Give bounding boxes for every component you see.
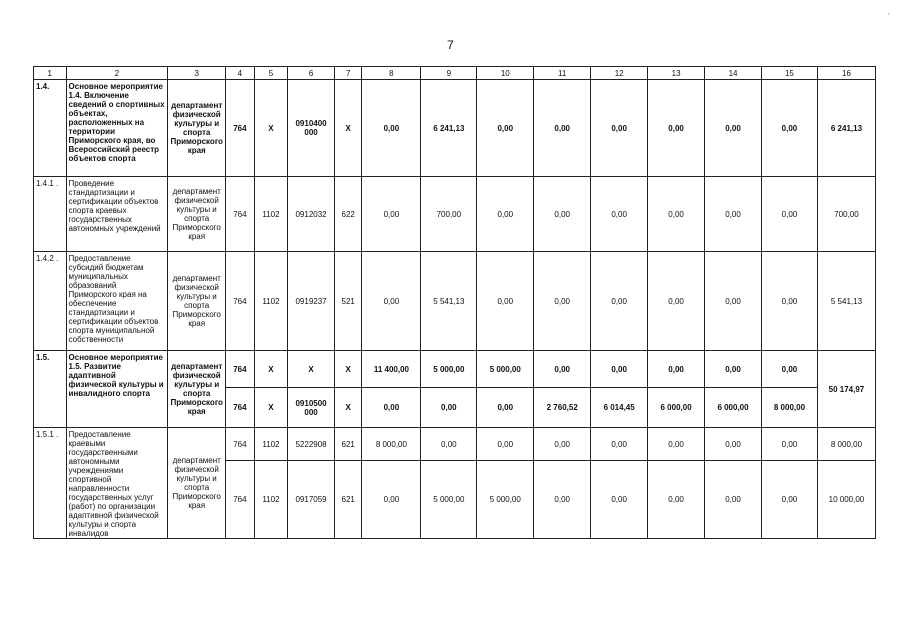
- cell-c14: 0,00: [705, 177, 762, 252]
- cell-c9: 700,00: [421, 177, 477, 252]
- cell-c10: 5 000,00: [477, 351, 534, 388]
- cell-c7: X: [334, 388, 361, 428]
- row-name: Проведение стандартизации и сертификации объектов спорта краевых государственных автономных учреждений: [66, 177, 168, 252]
- header-cell: 11: [534, 67, 591, 80]
- cell-c15: 0,00: [761, 177, 817, 252]
- cell-c5: X: [254, 388, 288, 428]
- row-number: 1.5.: [34, 351, 67, 428]
- cell-c4: 764: [226, 461, 254, 539]
- cell-c10: 0,00: [477, 388, 534, 428]
- cell-c9: 5 541,13: [421, 252, 477, 351]
- row-name: Основное мероприятие 1.5. Развитие адаптивной физической культуры и инвалидного спорта: [66, 351, 168, 428]
- header-cell: 2: [66, 67, 168, 80]
- cell-c6: 0910400 000: [288, 80, 335, 177]
- cell-c5: 1102: [254, 252, 288, 351]
- budget-table: [33, 66, 876, 539]
- corner-mark: ': [888, 12, 890, 21]
- cell-c14: 0,00: [705, 461, 762, 539]
- cell-c15: 0,00: [761, 351, 817, 388]
- header-cell: 5: [254, 67, 288, 80]
- cell-c12: 0,00: [591, 428, 648, 461]
- cell-c16: 700,00: [817, 177, 875, 252]
- cell-c5: 1102: [254, 177, 288, 252]
- cell-c10: 5 000,00: [477, 461, 534, 539]
- cell-c8: 0,00: [362, 461, 421, 539]
- cell-c4: 764: [226, 388, 254, 428]
- cell-c6: 0917059: [288, 461, 335, 539]
- cell-c6: 0919237: [288, 252, 335, 351]
- cell-c15: 0,00: [761, 252, 817, 351]
- cell-c4: 764: [226, 80, 254, 177]
- cell-c16: 10 000,00: [817, 461, 875, 539]
- row-name: Предоставление субсидий бюджетам муниципальных образований Приморского края на обеспечение стандартизации и сертификации объектов спорта муниципальной собственности: [66, 252, 168, 351]
- row-name: Основное мероприятие 1.4. Включение сведений о спортивных объектах, расположенных на территории Приморского края, во Всероссийский реестр объектов спорта: [66, 80, 168, 177]
- cell-c6: X: [288, 351, 335, 388]
- cell-c12: 0,00: [591, 80, 648, 177]
- cell-c9: 0,00: [421, 428, 477, 461]
- cell-c6: 0912032: [288, 177, 335, 252]
- cell-c5: 1102: [254, 428, 288, 461]
- row-number: 1.4.2 .: [34, 252, 67, 351]
- cell-c9: 6 241,13: [421, 80, 477, 177]
- header-cell: 3: [168, 67, 226, 80]
- cell-c10: 0,00: [477, 428, 534, 461]
- cell-c11: 0,00: [534, 428, 591, 461]
- cell-c5: 1102: [254, 461, 288, 539]
- cell-c14: 6 000,00: [705, 388, 762, 428]
- cell-c9: 0,00: [421, 388, 477, 428]
- cell-c4: 764: [226, 428, 254, 461]
- cell-c14: 0,00: [705, 351, 762, 388]
- cell-c11: 0,00: [534, 461, 591, 539]
- cell-c13: 6 000,00: [648, 388, 705, 428]
- cell-c16: 50 174,97: [817, 351, 875, 428]
- cell-c14: 0,00: [705, 252, 762, 351]
- table-row: [34, 428, 876, 461]
- cell-c12: 0,00: [591, 177, 648, 252]
- row-department: департамент физической культуры и спорта Приморского края: [168, 428, 226, 539]
- header-cell: 16: [817, 67, 875, 80]
- row-number: 1.4.: [34, 80, 67, 177]
- header-cell: 14: [705, 67, 762, 80]
- header-cell: 13: [648, 67, 705, 80]
- table-row: [34, 351, 876, 388]
- cell-c8: 0,00: [362, 80, 421, 177]
- table-row: [34, 252, 876, 351]
- cell-c11: 0,00: [534, 80, 591, 177]
- cell-c11: 0,00: [534, 351, 591, 388]
- cell-c12: 6 014,45: [591, 388, 648, 428]
- header-cell: 10: [477, 67, 534, 80]
- cell-c8: 0,00: [362, 177, 421, 252]
- page-number: 7: [447, 38, 454, 52]
- cell-c10: 0,00: [477, 80, 534, 177]
- cell-c13: 0,00: [648, 252, 705, 351]
- cell-c11: 0,00: [534, 252, 591, 351]
- cell-c16: 8 000,00: [817, 428, 875, 461]
- cell-c7: 621: [334, 428, 361, 461]
- row-department: департамент физической культуры и спорта Приморского края: [168, 80, 226, 177]
- row-number: 1.4.1 .: [34, 177, 67, 252]
- header-cell: 6: [288, 67, 335, 80]
- cell-c6: 5222908: [288, 428, 335, 461]
- cell-c13: 0,00: [648, 351, 705, 388]
- row-number: 1.5.1 .: [34, 428, 67, 539]
- header-cell: 4: [226, 67, 254, 80]
- cell-c5: X: [254, 80, 288, 177]
- header-cell: 8: [362, 67, 421, 80]
- cell-c4: 764: [226, 351, 254, 388]
- row-department: департамент физической культуры и спорта Приморского края: [168, 252, 226, 351]
- cell-c16: 5 541,13: [817, 252, 875, 351]
- cell-c11: 2 760,52: [534, 388, 591, 428]
- cell-c14: 0,00: [705, 80, 762, 177]
- cell-c4: 764: [226, 252, 254, 351]
- header-cell: 1: [34, 67, 67, 80]
- header-cell: 7: [334, 67, 361, 80]
- cell-c7: 622: [334, 177, 361, 252]
- cell-c13: 0,00: [648, 461, 705, 539]
- row-name: Предоставление краевыми государственными автономными учреждениями спортивной направленности государственных услуг (работ) по организации адаптивной физической культуры и спорта инвалидов: [66, 428, 168, 539]
- row-department: департамент физической культуры и спорта Приморского края: [168, 351, 226, 428]
- cell-c15: 8 000,00: [761, 388, 817, 428]
- cell-c15: 0,00: [761, 428, 817, 461]
- cell-c10: 0,00: [477, 252, 534, 351]
- cell-c5: X: [254, 351, 288, 388]
- cell-c7: X: [334, 351, 361, 388]
- row-department: департамент физической культуры и спорта Приморского края: [168, 177, 226, 252]
- cell-c6: 0910500 000: [288, 388, 335, 428]
- cell-c13: 0,00: [648, 80, 705, 177]
- cell-c8: 8 000,00: [362, 428, 421, 461]
- cell-c7: X: [334, 80, 361, 177]
- header-cell: 12: [591, 67, 648, 80]
- cell-c13: 0,00: [648, 177, 705, 252]
- cell-c15: 0,00: [761, 461, 817, 539]
- cell-c8: 0,00: [362, 388, 421, 428]
- cell-c15: 0,00: [761, 80, 817, 177]
- cell-c9: 5 000,00: [421, 351, 477, 388]
- cell-c7: 521: [334, 252, 361, 351]
- header-cell: 9: [421, 67, 477, 80]
- cell-c12: 0,00: [591, 351, 648, 388]
- cell-c12: 0,00: [591, 252, 648, 351]
- cell-c9: 5 000,00: [421, 461, 477, 539]
- table-row: [34, 80, 876, 177]
- cell-c8: 0,00: [362, 252, 421, 351]
- cell-c7: 621: [334, 461, 361, 539]
- cell-c8: 11 400,00: [362, 351, 421, 388]
- cell-c12: 0,00: [591, 461, 648, 539]
- cell-c14: 0,00: [705, 428, 762, 461]
- cell-c10: 0,00: [477, 177, 534, 252]
- cell-c11: 0,00: [534, 177, 591, 252]
- header-row: [34, 67, 876, 80]
- cell-c4: 764: [226, 177, 254, 252]
- table-row: [34, 177, 876, 252]
- cell-c16: 6 241,13: [817, 80, 875, 177]
- header-cell: 15: [761, 67, 817, 80]
- cell-c13: 0,00: [648, 428, 705, 461]
